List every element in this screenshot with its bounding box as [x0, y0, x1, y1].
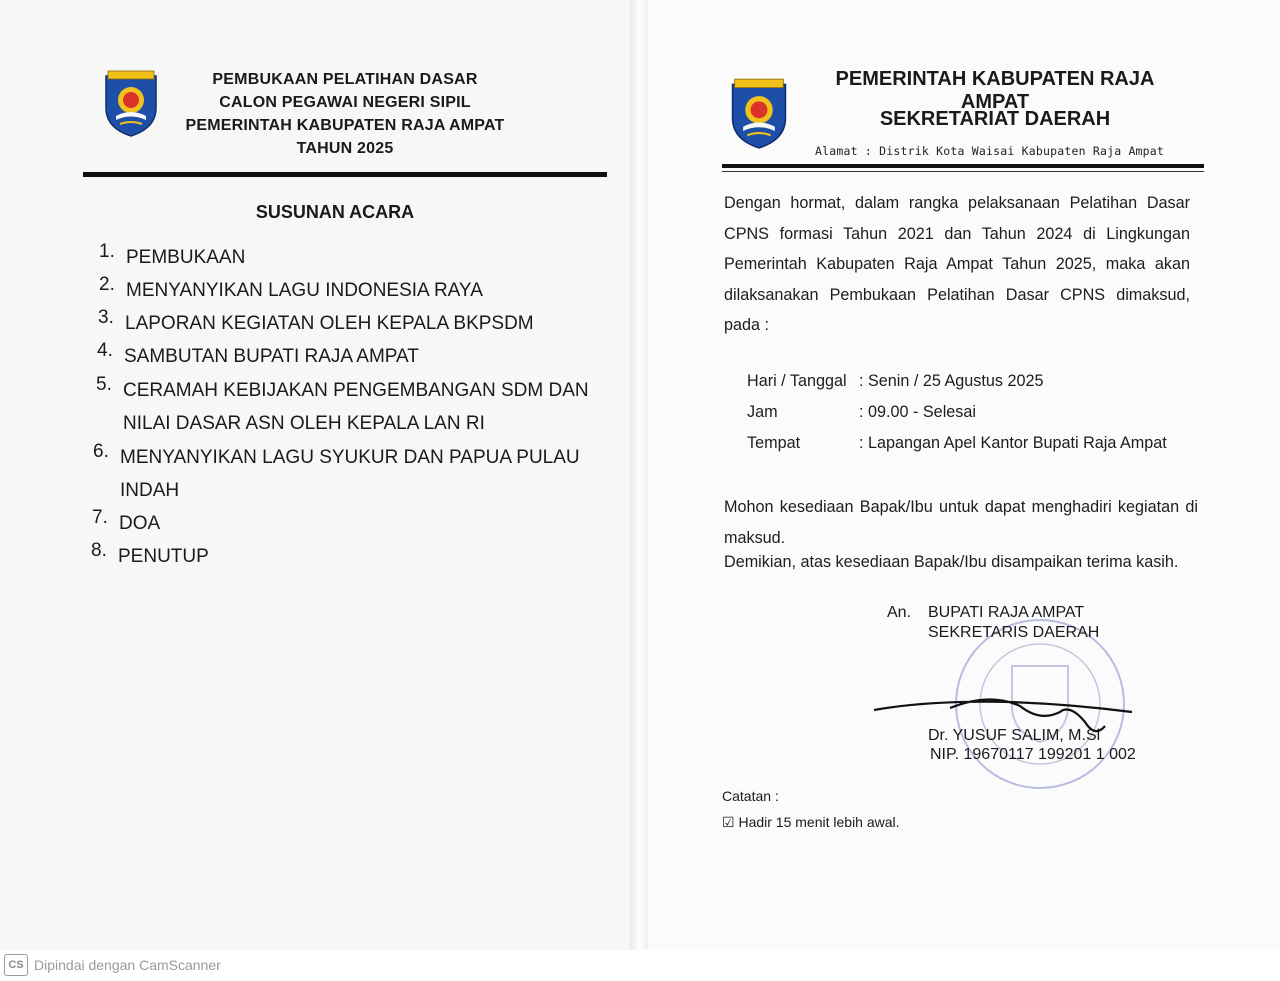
signature-bupati: BUPATI RAJA AMPAT: [928, 604, 1085, 621]
agenda-text: DOA: [119, 513, 161, 534]
agenda-text: SAMBUTAN BUPATI RAJA AMPAT: [124, 346, 419, 367]
checkbox-icon: ☑: [722, 814, 735, 830]
agenda-item: [91, 540, 209, 573]
agenda-title: SUSUNAN ACARA: [255, 202, 415, 222]
scanner-watermark: [4, 954, 221, 976]
signature-an: An.: [887, 604, 912, 621]
agenda-text: MENYANYIKAN LAGU SYUKUR DAN PAPUA PULAU INDAH: [120, 447, 580, 501]
left-header: [165, 68, 525, 160]
header-line: PEMERINTAH KABUPATEN RAJA AMPAT: [185, 117, 505, 134]
agenda-text: PEMBUKAAN: [126, 247, 246, 268]
detail-label: Jam: [747, 403, 778, 421]
note-title: Catatan :: [722, 788, 779, 804]
header-line: TAHUN 2025: [296, 140, 394, 157]
agenda-number: 3.: [98, 307, 114, 328]
regency-crest-icon: [102, 68, 160, 138]
detail-value: : Senin / 25 Agustus 2025: [859, 372, 1044, 390]
agenda-text: CERAMAH KEBIJAKAN PENGEMBANGAN SDM DAN NILAI DASAR ASN OLEH KEPALA LAN RI: [123, 380, 589, 434]
note-text: Hadir 15 menit lebih awal.: [738, 814, 900, 830]
agenda-item: [98, 307, 534, 340]
regency-crest-icon: [728, 76, 790, 150]
request-paragraph: Mohon kesediaan Bapak/Ibu untuk dapat menghadiri kegiatan di maksud.: [724, 498, 1198, 547]
signature-sekda: SEKRETARIS DAERAH: [928, 624, 1100, 641]
agenda-number: 7.: [92, 507, 108, 528]
agenda-item: [96, 374, 596, 440]
letter-body: Dengan hormat, dalam rangka pelaksanaan Pelatihan Dasar CPNS formasi Tahun 2021 dan Tahun 2024 di Lingkungan Pemerintah Kabupaten Raja Ampat Tahun 2025, maka akan dilaksanakan Pembukaan Pelatihan Dasar CPNS dimaksud, pada :: [724, 194, 1190, 334]
agenda-text: LAPORAN KEGIATAN OLEH KEPALA BKPSDM: [125, 313, 534, 334]
header-line: PEMBUKAAN PELATIHAN DASAR: [212, 71, 478, 88]
detail-label: Hari / Tanggal: [747, 372, 847, 390]
header-rule: [722, 164, 1204, 168]
camscanner-icon: CS: [4, 954, 28, 976]
detail-row-date: [747, 372, 1044, 391]
agenda-number: 6.: [93, 441, 109, 462]
watermark-text: Dipindai dengan CamScanner: [34, 957, 221, 973]
signatory-name: Dr. YUSUF SALIM, M.Si: [928, 727, 1101, 744]
agenda-item: [97, 340, 419, 373]
header-rule-thin: [722, 171, 1204, 172]
agenda-item: [92, 507, 160, 540]
note-item: [722, 814, 900, 831]
agenda-number: 2.: [99, 274, 115, 295]
page-divider: [630, 0, 648, 950]
detail-value: : Lapangan Apel Kantor Bupati Raja Ampat: [859, 434, 1167, 452]
signatory-nip: NIP. 19670117 199201 1 002: [930, 746, 1136, 763]
detail-label: Tempat: [747, 434, 801, 452]
government-title: PEMERINTAH KABUPATEN RAJA AMPAT: [835, 68, 1155, 113]
address-line: Alamat : Distrik Kota Waisai Kabupaten Raja Ampat: [815, 144, 1165, 158]
header-line: CALON PEGAWAI NEGERI SIPIL: [219, 94, 471, 111]
detail-value: : 09.00 - Selesai: [859, 403, 976, 421]
agenda-number: 5.: [96, 374, 112, 395]
agenda-item: [99, 241, 245, 274]
agenda-number: 1.: [99, 241, 115, 262]
agenda-number: 4.: [97, 340, 113, 361]
agenda-item: [99, 274, 483, 307]
agenda-number: 8.: [91, 540, 107, 561]
detail-row-time: [747, 403, 976, 422]
secretariat-title: SEKRETARIAT DAERAH: [879, 108, 1111, 130]
agenda-text: PENUTUP: [118, 546, 209, 567]
agenda-text: MENYANYIKAN LAGU INDONESIA RAYA: [126, 280, 483, 301]
header-rule: [83, 172, 607, 177]
detail-row-place: [747, 434, 1167, 453]
agenda-item: [93, 441, 593, 507]
closing-line: Demikian, atas kesediaan Bapak/Ibu disampaikan terima kasih.: [724, 553, 1179, 571]
